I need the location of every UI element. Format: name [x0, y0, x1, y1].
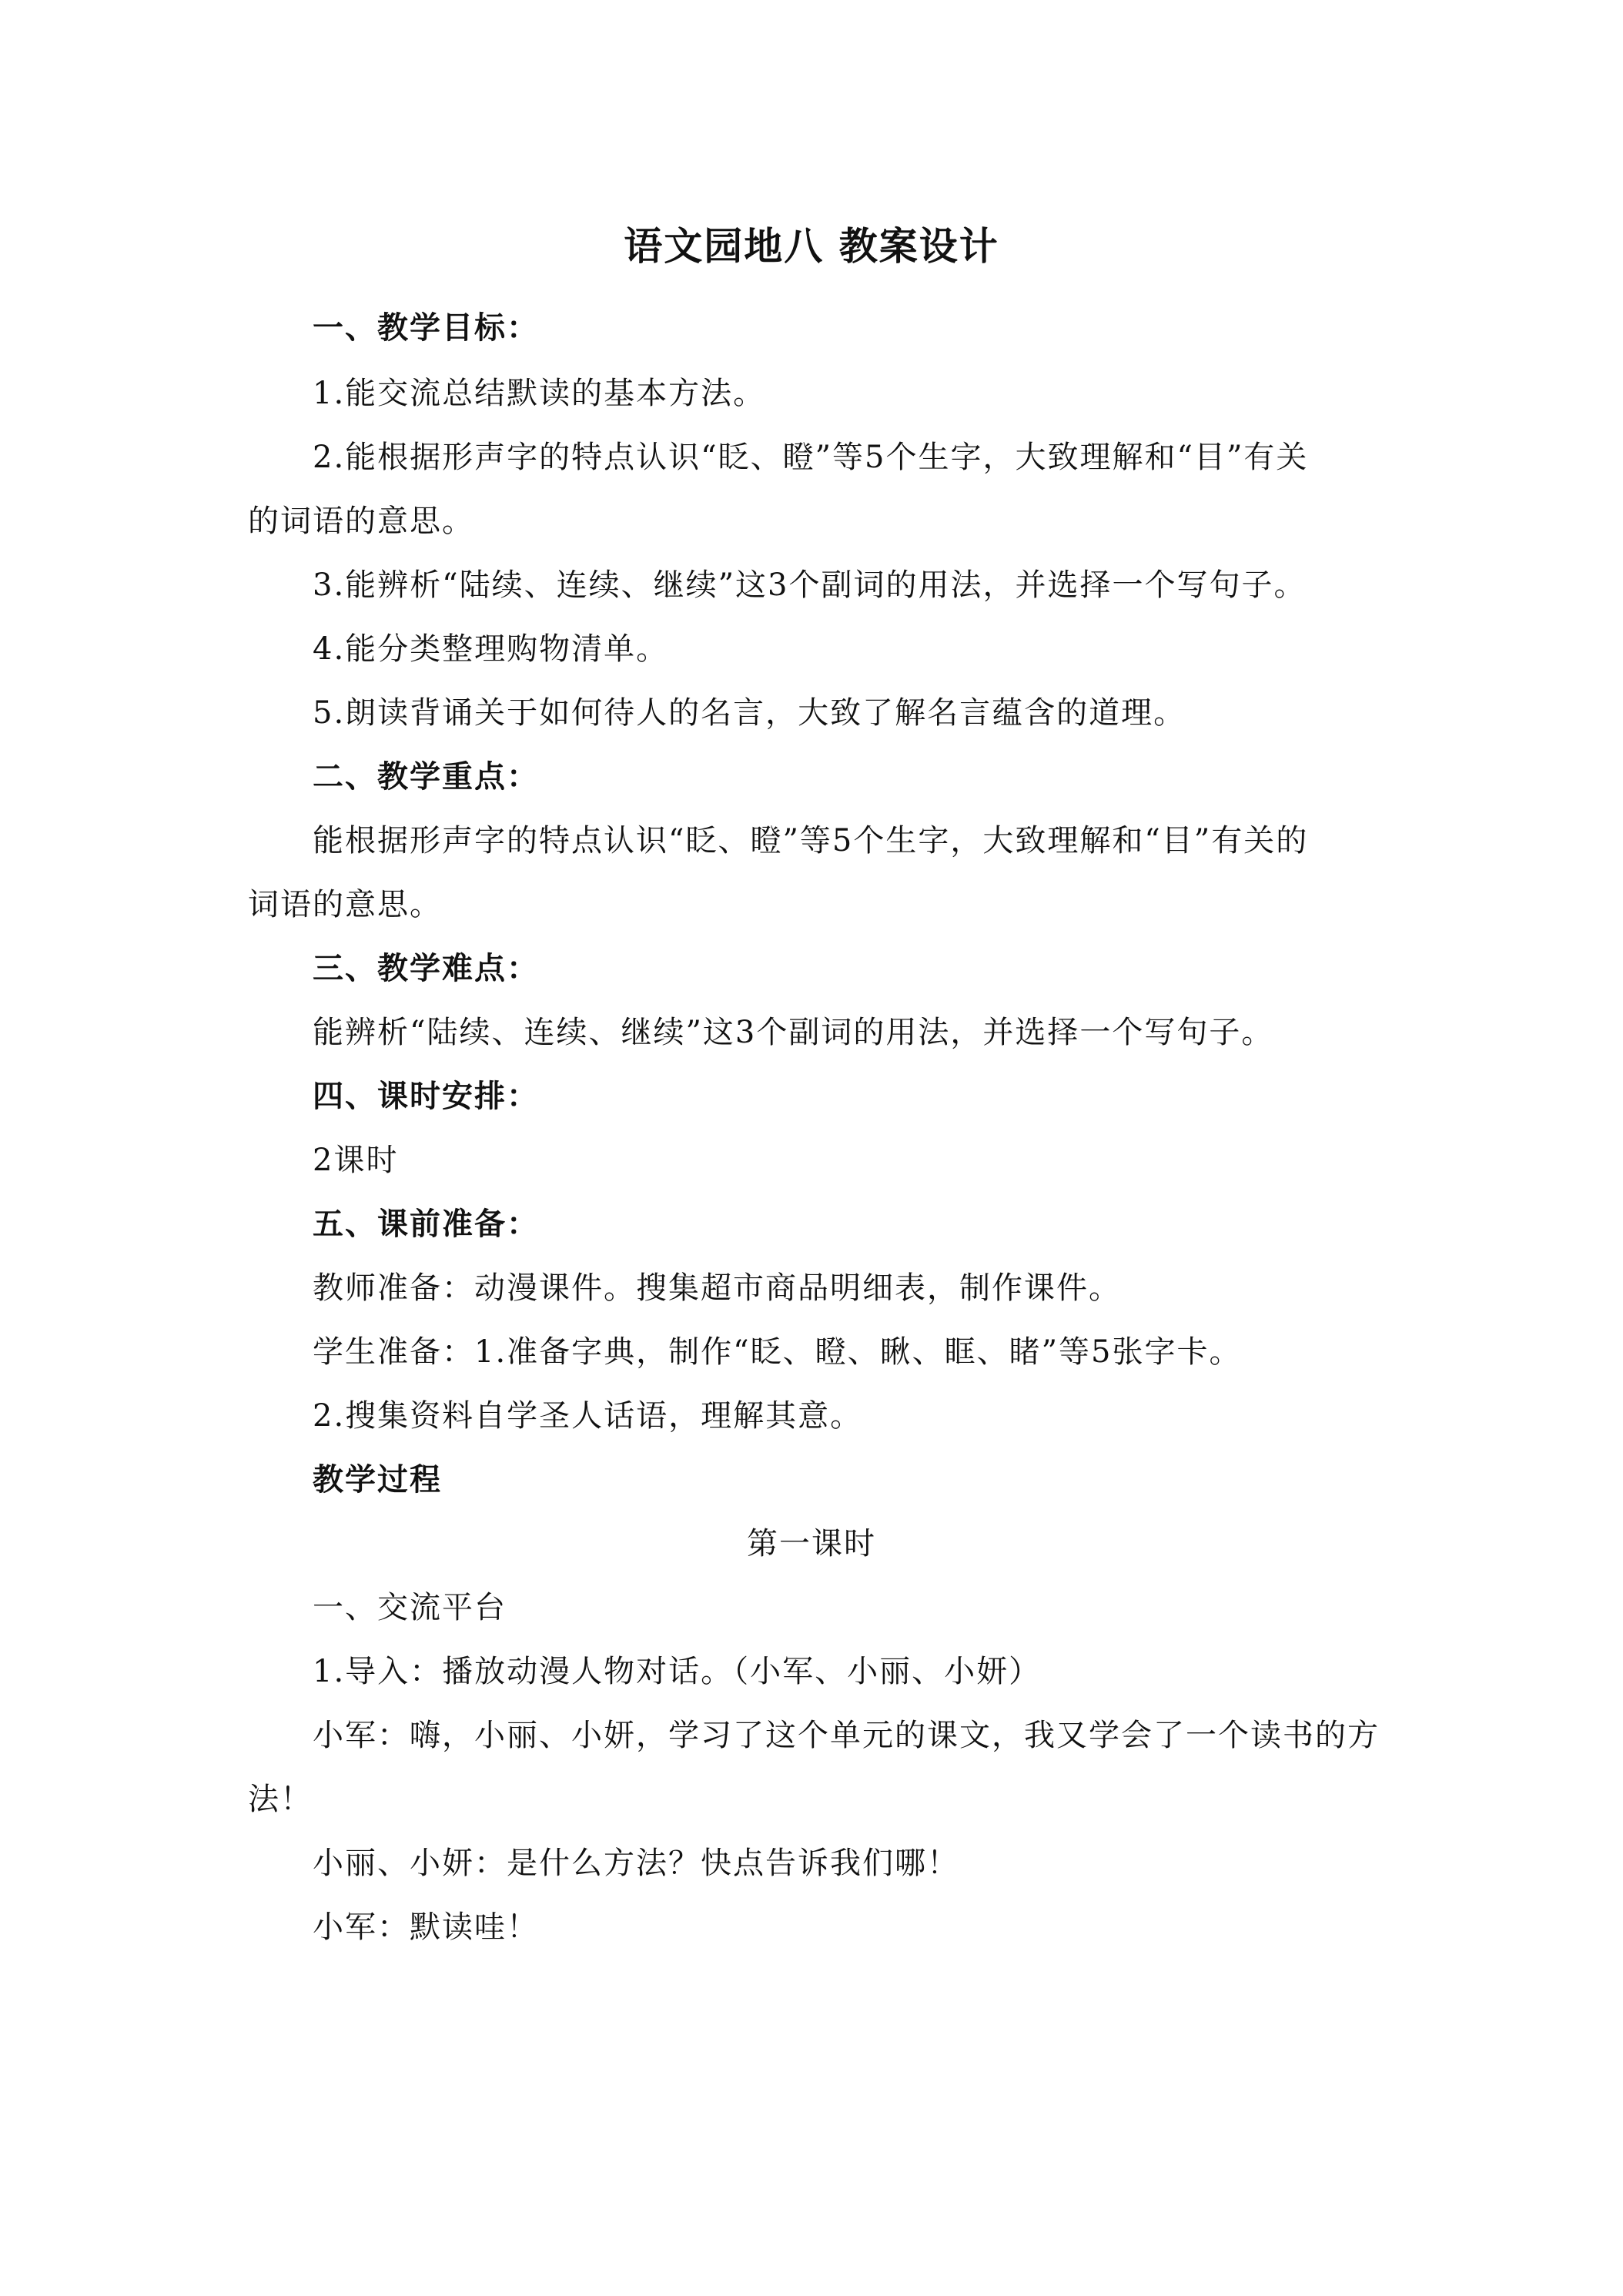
- objective-1: 1.能交流总结默读的基本方法。: [313, 376, 766, 411]
- key-heading: 二、教学重点：: [313, 759, 539, 795]
- objective-4: 4.能分类整理购物清单。: [313, 631, 669, 667]
- schedule-text: 2课时: [313, 1143, 399, 1178]
- objective-3: 3.能辨析“陆续、连续、继续”这3个副词的用法，并选择一个写句子。: [313, 567, 1307, 603]
- prep-student-2: 2.搜集资料自学圣人话语，理解其意。: [313, 1398, 863, 1434]
- objective-5: 5.朗读背诵关于如何待人的名言，大致了解名言蕴含的道理。: [313, 695, 1186, 731]
- difficulty-text: 能辨析“陆续、连续、继续”这3个副词的用法，并选择一个写句子。: [313, 1015, 1274, 1050]
- document-title: 语文园地八 教案设计: [624, 224, 999, 269]
- section-heading: 一、交流平台: [313, 1590, 507, 1625]
- objective-2-cont: 的词语的意思。: [248, 504, 474, 539]
- schedule-heading: 四、课时安排：: [313, 1079, 539, 1114]
- intro-line: 1.导入：播放动漫人物对话。（小军、小丽、小妍）: [313, 1654, 1042, 1689]
- objectives-heading: 一、教学目标：: [313, 310, 539, 346]
- prep-heading: 五、课前准备：: [313, 1207, 539, 1242]
- prep-teacher: 教师准备：动漫课件。搜集超市商品明细表，制作课件。: [313, 1270, 1121, 1306]
- dialog-line-1: 小军：嗨，小丽、小妍，学习了这个单元的课文，我又学会了一个读书的方: [313, 1718, 1380, 1753]
- prep-student: 学生准备：1.准备字典，制作“眨、瞪、瞅、眶、睹”等5张字卡。: [313, 1334, 1242, 1370]
- key-point-1-cont: 词语的意思。: [248, 887, 442, 922]
- key-point-1: 能根据形声字的特点认识“眨、瞪”等5个生字，大致理解和“目”有关的: [313, 823, 1309, 858]
- dialog-line-3: 小军：默读哇！: [313, 1909, 539, 1945]
- process-heading: 教学过程: [313, 1462, 442, 1498]
- lesson-heading: 第一课时: [747, 1526, 876, 1561]
- objective-2: 2.能根据形声字的特点认识“眨、瞪”等5个生字，大致理解和“目”有关: [313, 440, 1309, 475]
- difficulty-heading: 三、教学难点：: [313, 951, 539, 986]
- dialog-line-2: 小丽、小妍：是什么方法？快点告诉我们哪！: [313, 1846, 959, 1881]
- dialog-line-1-cont: 法！: [248, 1782, 313, 1817]
